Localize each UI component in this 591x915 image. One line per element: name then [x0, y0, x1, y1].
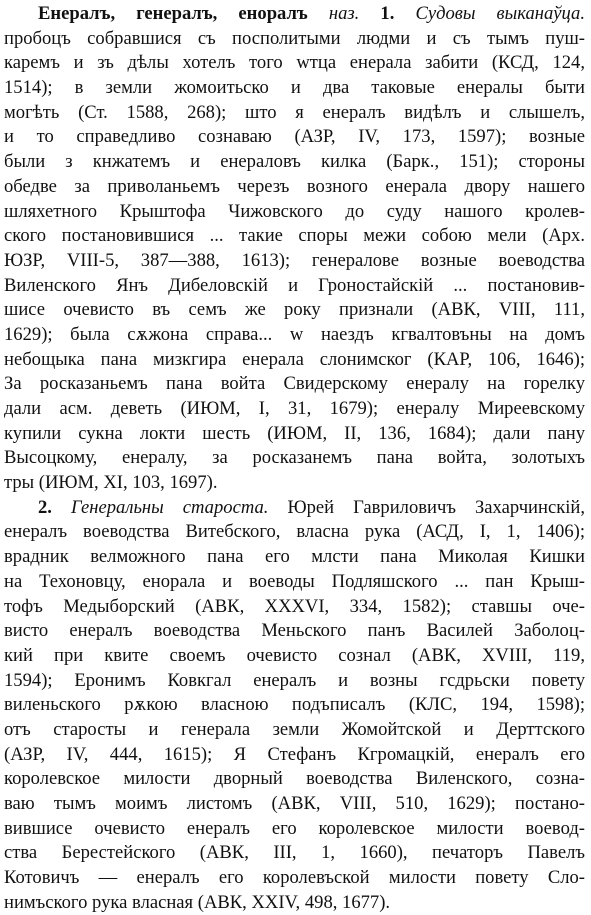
- sense-2-gloss: Генеральны староста.: [71, 496, 269, 518]
- text-line: енералъ воеводства Витебского, власна рука (АСД, I, 1, 1406);: [4, 521, 585, 543]
- part-of-speech: наз.: [328, 3, 360, 24]
- text-line: 1514); в земли жомоитьско и два таковые енералы быти: [4, 77, 585, 99]
- headword: Енералъ, генералъ, еноралъ: [38, 3, 308, 24]
- sense-1-gloss: Судовы выканаўца.: [415, 3, 585, 24]
- sense-2-number: 2.: [38, 496, 52, 518]
- text-line: шисе очевисто въ семъ же року признали (АВК, VIII, 111,: [4, 299, 585, 321]
- text-line: дали асм. деветь (ИЮМ, I, 31, 1679); енералу Миреевскому: [4, 398, 585, 419]
- text-line: висто енералъ воеводства Меньского панъ Василей Заболоц-: [4, 620, 585, 642]
- text-line: 1594); Еронимъ Ковкгал енералъ и возны гсдрьски повету: [4, 669, 585, 691]
- text-line: Котовичъ — енералъ его королевъской милости повету Сло-: [4, 867, 585, 889]
- text-line: обедве за приволаньемъ черезъ возного енерала двору нашего: [4, 175, 585, 197]
- text-line: 1629); была сѫжона справа... w наездъ кгвалтовъны на домъ: [4, 323, 585, 345]
- text-line: и то справедливо сознаваю (АЗР, IV, 173, 1597); возные: [4, 126, 585, 148]
- text-line: (АЗР, IV, 444, 1615); Я Стефанъ Кгромацкій, енералъ его: [4, 743, 585, 765]
- text-line: могѣть (Ст. 1588, 268); што я енералъ видѣлъ и слышелъ,: [4, 101, 585, 123]
- text-line: Виленского Янъ Дибеловскій и Гроностайскій ... постановив-: [4, 274, 585, 296]
- text-line: шляхетного Крыштофа Чижовского до суду нашого кролев-: [4, 200, 585, 222]
- text-line: купили сукна локти шесть (ИЮМ, II, 136, 1684); дали пану: [4, 422, 585, 444]
- text-line: ваю тымъ моимъ листомъ (АВК, VIII, 510, 1629); постано-: [4, 793, 585, 814]
- text-line: За росказаньемъ пана войта Свидерскому енералу на горелку: [4, 373, 585, 395]
- text-line: тры (ИЮМ, XI, 103, 1697).: [4, 472, 218, 494]
- text-line: нимъского рука власная (АВК, XXIV, 498, 1677).: [4, 891, 391, 913]
- text-line: вившисе очевисто енералъ его королевское милости воевод-: [4, 817, 585, 839]
- text-line: каремъ и зъ дѣлы хотелъ того wтца енерала забити (КСД, 124,: [4, 52, 585, 74]
- text-line: ЮЗР, VIII-5, 387—388, 1613); генералове возные воеводства: [4, 249, 585, 271]
- sense-2-first-line-rest: Юрей Гавриловичъ Захарчинскій,: [287, 496, 585, 518]
- text-line: тофъ Медыборский (АВК, XXXVI, 334, 1582); ставшы оче-: [4, 595, 585, 617]
- text-line: на Техоновцу, енорала и воеводы Подляшского ... пан Крыш-: [4, 570, 585, 592]
- text-line: ского постановившися ... такие споры межи собою мели (Арх.: [4, 225, 585, 247]
- sense-1-number: 1.: [380, 3, 395, 24]
- text-line: были з кнжатемъ и енераловъ килка (Барк., 151); стороны: [4, 151, 585, 173]
- text-line: врадник велможного пана его млсти пана Миколая Кишки: [4, 546, 585, 568]
- text-line: ства Берестейского (АВК, III, 1, 1660), печаторъ Павелъ: [4, 842, 585, 864]
- text-line: кий при квите своемъ очевисто сознал (АВК, XVIII, 119,: [4, 644, 585, 666]
- text-line: Высоцкому, енералу, за росказанемъ пана войта, золотыхъ: [4, 447, 585, 469]
- entry-header-line: [4, 2, 585, 27]
- text-line: виленьского рѫкою власною подъписалъ (КЛС, 194, 1598);: [4, 694, 585, 716]
- text-line: пробоцъ собравшися съ посполитыми людми и съ тымъ пуш-: [4, 27, 585, 49]
- text-line: отъ старосты и генерала земли Жомойтской и Дерттского: [4, 718, 585, 740]
- sense-2-header-line: [4, 496, 585, 521]
- text-line: королевское милости дворный воеводства Виленского, созна-: [4, 768, 585, 790]
- text-line: небощыка пана мизкгира енерала слонимског (КАР, 106, 1646);: [4, 348, 585, 370]
